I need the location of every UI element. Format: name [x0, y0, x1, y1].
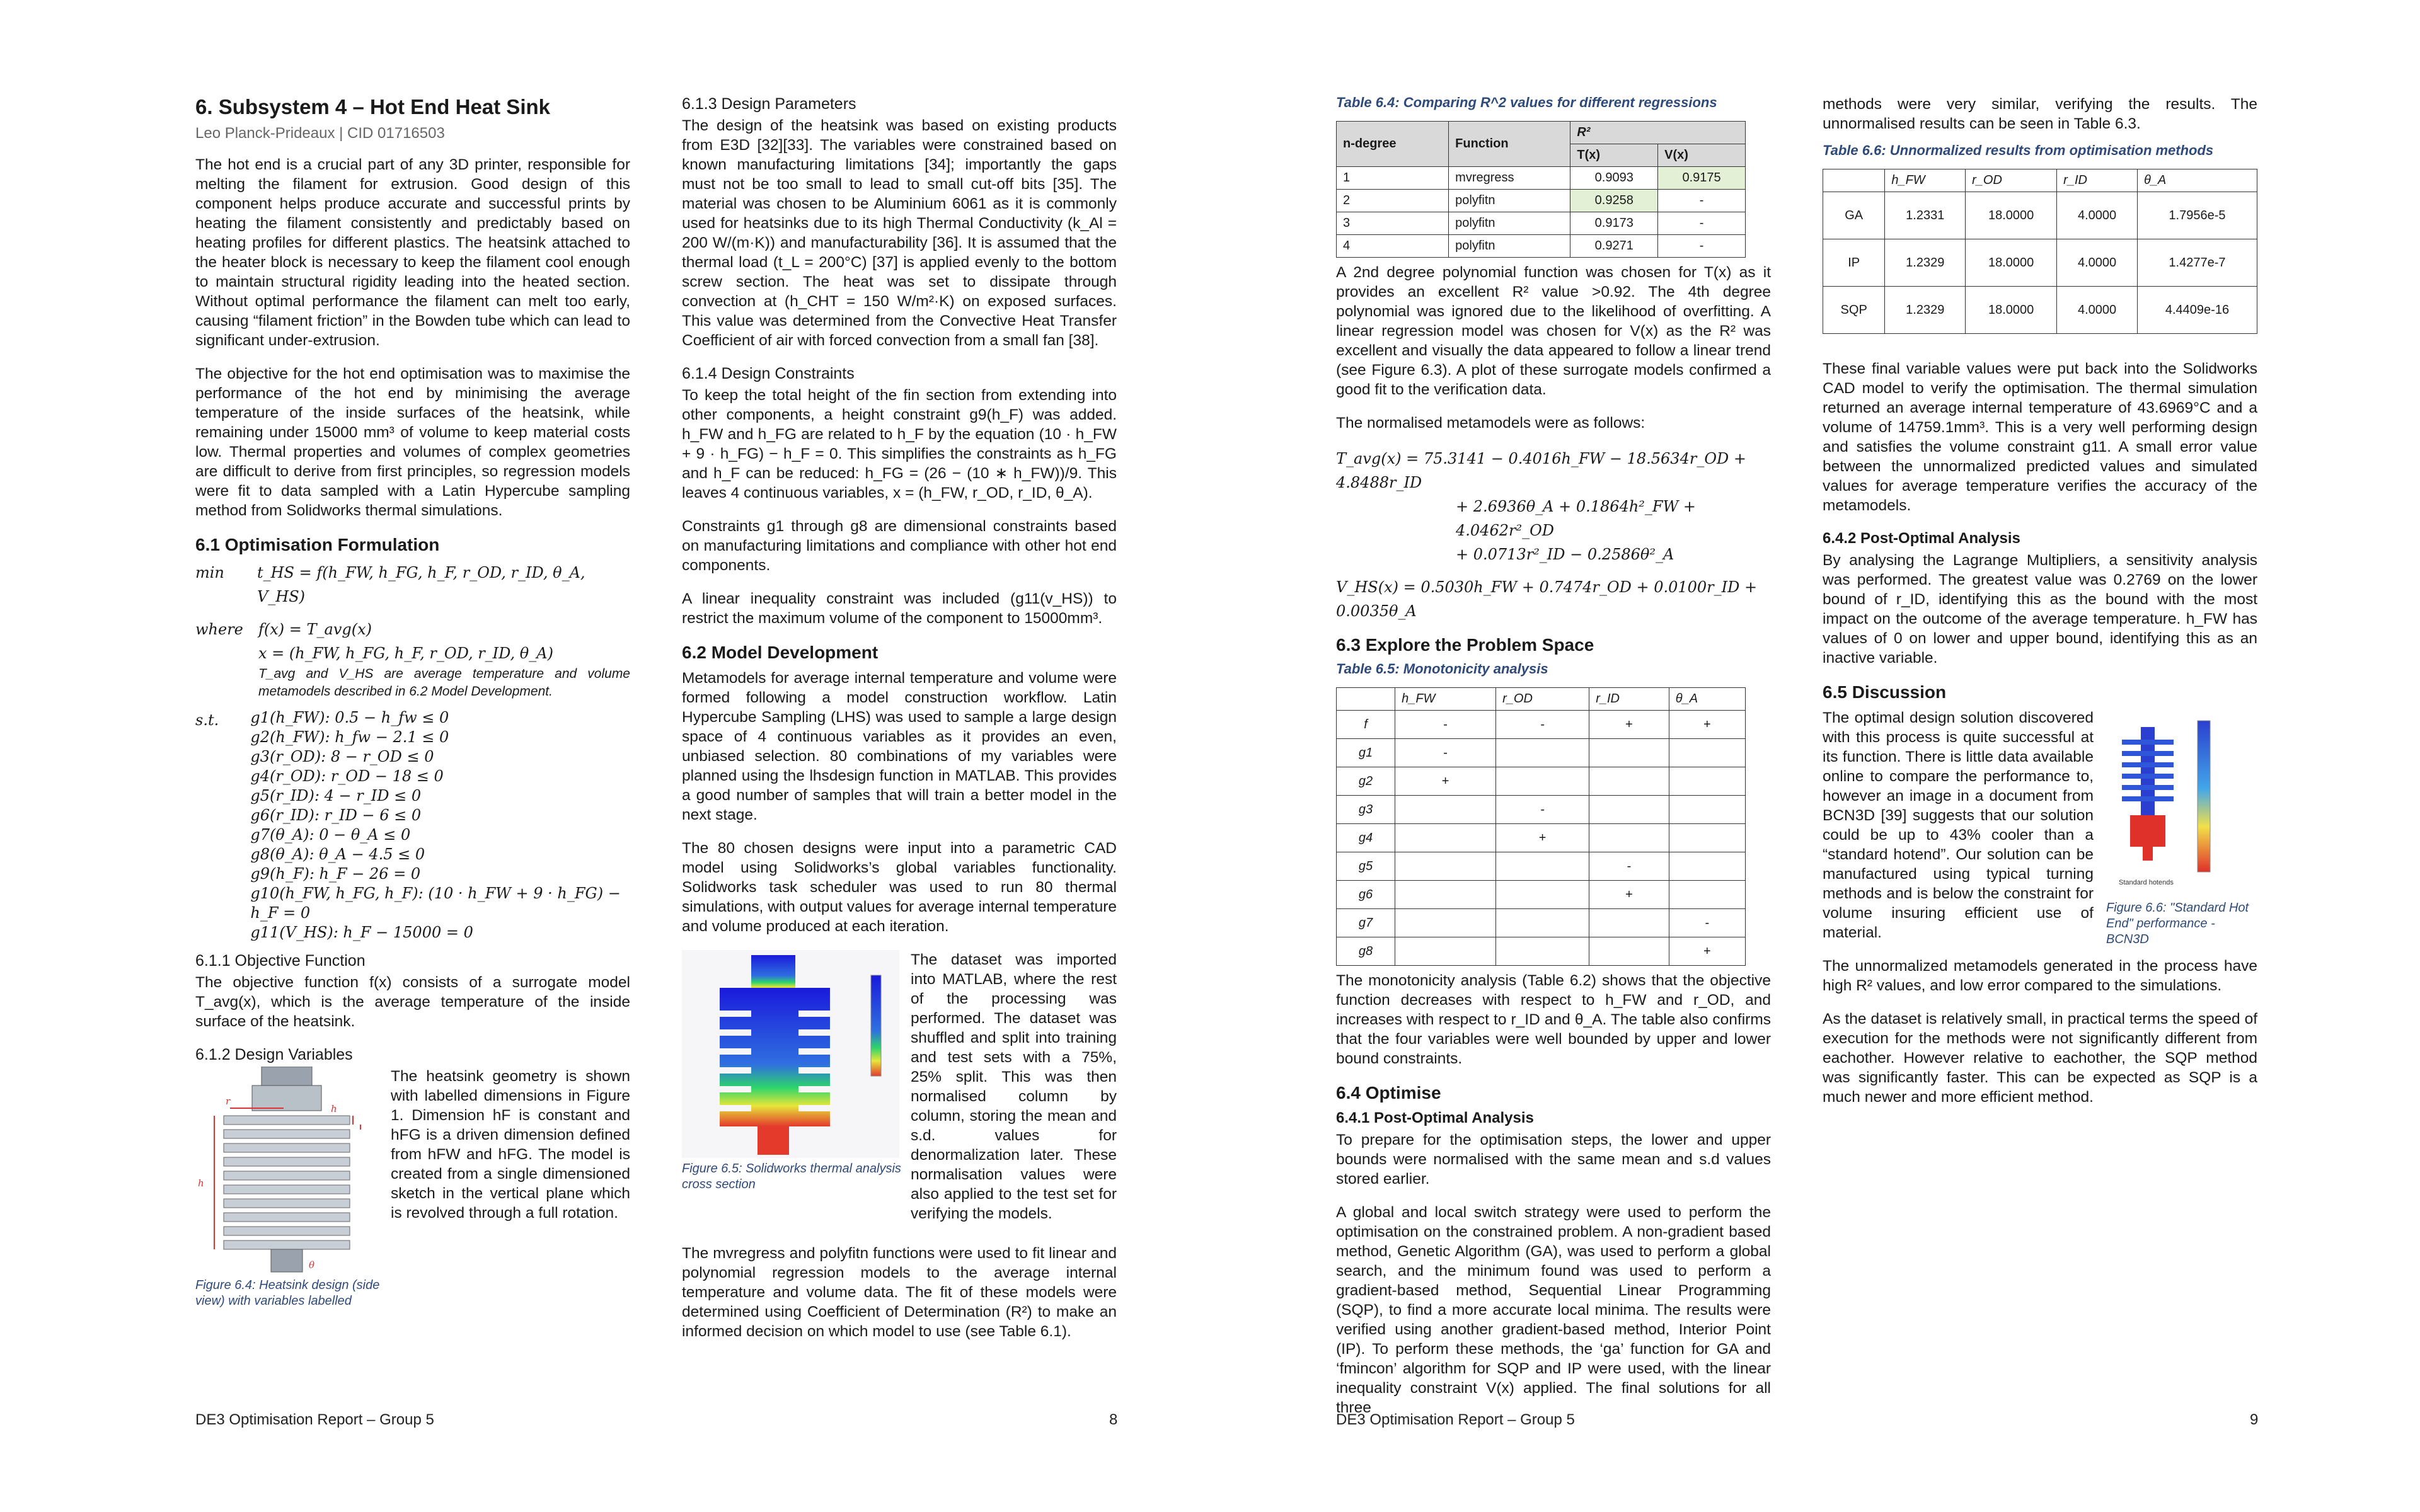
t66-cell: 4.0000: [2057, 239, 2138, 287]
constraint-g1: g1(h_FW): 0.5 − h_fw ≤ 0: [250, 709, 449, 726]
constraint-g6: g6(r_ID): r_ID − 6 ≤ 0: [250, 806, 422, 824]
standard-hotend-diagram: [2106, 708, 2254, 897]
t66-cell: 1.7956e-5: [2137, 192, 2257, 239]
heatsink-side-view-diagram: [195, 1067, 384, 1274]
heading-6-3: 6.3 Explore the Problem Space: [1336, 635, 1594, 655]
t65-cell: [1669, 739, 1745, 767]
t65-cell: [1589, 796, 1669, 824]
t66-row: [1823, 287, 2257, 334]
t65-row: [1337, 852, 1746, 881]
figure-6-4-caption: Figure 6.4: Heatsink design (side view) with variables labelled: [195, 1278, 380, 1308]
t65-cell: [1589, 767, 1669, 796]
section-title: 6. Subsystem 4 – Hot End Heat Sink: [195, 95, 550, 118]
t64-cell: polyfitn: [1449, 190, 1570, 212]
t64-cell: 0.9258: [1570, 190, 1658, 212]
t65-cell: g5: [1337, 852, 1395, 881]
intro-paragraph-1: The hot end is a crucial part of any 3D printer, responsible for melting the filament for extrusion. Good design of this component helps produce accurate and successful prints by heating the filament consistently and predictably based on heating profiles for different plastics. The heatsink attached to the heater block is necessary to keep the filament cool enough to maintain structural rigidity leading into the heated section. Without optimal performance the filament can melt too early, causing “filament friction” in the Bowden tube which can lead to significant under-extrusion.: [195, 156, 630, 349]
t64-row: [1337, 167, 1746, 190]
page-9: [1210, 0, 2420, 1512]
constraint-g4: g4(r_OD): r_OD − 18 ≤ 0: [250, 767, 444, 785]
heading-6-5: 6.5 Discussion: [1823, 682, 1947, 702]
t64-cell: -: [1658, 190, 1746, 212]
label-h-fw: h: [331, 1103, 337, 1114]
t64-row: [1337, 235, 1746, 258]
equation-v: V_HS(x) = 0.5030h_FW + 0.7474r_OD + 0.0100r_ID + 0.0035θ_A: [1336, 578, 1758, 620]
table-6-4-body: [1337, 167, 1746, 258]
table-6-5-header-row: [1337, 688, 1746, 711]
table-6-5-body: [1337, 711, 1746, 966]
t64-cell: 1: [1337, 167, 1449, 190]
t64-cell: 0.9175: [1658, 167, 1746, 190]
t66-cell: 4.0000: [2057, 287, 2138, 334]
t65-cell: [1395, 852, 1496, 881]
t66-cell: 18.0000: [1966, 239, 2057, 287]
equation-t-line-3: + 0.0713r²_ID − 0.2586θ²_A: [1456, 546, 1674, 563]
t65-row: [1337, 937, 1746, 966]
model-dev-paragraph-1: Metamodels for average internal temperature and volume were formed following a model construction workflow. Latin Hypercube Sampling (LHS) was used to sample a large design space of 4 continuous variables as it provides an even, unbiased selection. 80 combinations of my variables were planned using the lhsdesign function in MATLAB. This provides a good number of samples that will train a better model in the next stage.: [682, 670, 1117, 823]
t66-cell: 1.2331: [1885, 192, 1966, 239]
t65-header-cell: r_OD: [1496, 688, 1589, 711]
model-dev-paragraph-3: The dataset was imported into MATLAB, where the rest of the processing was performed. The dataset was shuffled and split into training and test sets with a 75%, 25% split. This was then normalised column by column, storing the mean and s.d. values for denormalization later. These normalisation values were also applied to the test set for verifying the models.: [911, 951, 1117, 1222]
t65-cell: [1395, 824, 1496, 852]
t66-header-cell: r_ID: [2057, 169, 2138, 192]
t64-cell: polyfitn: [1449, 235, 1570, 258]
min-label: min: [195, 564, 224, 581]
page-number-8: 8: [1109, 1411, 1118, 1428]
constraint-g11: g11(V_HS): h_F − 15000 = 0: [250, 924, 473, 941]
heading-6-4-1: 6.4.1 Post-Optimal Analysis: [1336, 1109, 1534, 1126]
monotonicity-paragraph: The monotonicity analysis (Table 6.2) shows that the objective function decreases with respect to h_FW and r_OD, and increases with respect to r_ID and θ_A. The table also confirms that the four variables were well bounded by upper and lower bound constraints.: [1336, 972, 1771, 1067]
t65-cell: -: [1395, 739, 1496, 767]
t64-header-tx: T(x): [1570, 144, 1658, 167]
t65-cell: g2: [1337, 767, 1395, 796]
t65-cell: [1669, 767, 1745, 796]
t66-row: [1823, 239, 2257, 287]
figure-6-5-caption: Figure 6.5: Solidworks thermal analysis cross section: [682, 1162, 901, 1191]
intro-paragraph-2: The objective for the hot end optimisation was to maximise the performance of the hot end by minimising the average temperature of the inside surfaces of the heatsink, while remaining under 15000 mm³ of volume to keep material costs low. Thermal properties and volumes of complex geometries are difficult to derive from first principles, so regression models were fit to data sampled with a Latin Hypercube sampling method from Solidworks thermal simulations.: [195, 365, 630, 519]
t65-cell: -: [1669, 909, 1745, 937]
table-6-6-caption: Table 6.6: Unnormalized results from optimisation methods: [1823, 142, 2214, 158]
constraint-g5: g5(r_ID): 4 − r_ID ≤ 0: [250, 787, 422, 805]
t65-cell: g4: [1337, 824, 1395, 852]
t65-cell: g1: [1337, 739, 1395, 767]
t66-header-cell: r_OD: [1966, 169, 2057, 192]
constraint-g8: g8(θ_A): θ_A − 4.5 ≤ 0: [250, 845, 425, 863]
dataset-block: [682, 950, 1117, 1237]
label-h-f: h: [198, 1177, 204, 1189]
heading-6-1-3: 6.1.3 Design Parameters: [682, 95, 856, 113]
table-6-4: [1336, 121, 1746, 258]
t64-cell: 4: [1337, 235, 1449, 258]
post-optimal-paragraph: By analysing the Lagrange Multipliers, a sensitivity analysis was performed. The greatest value was 0.2769 on the lower bound of r_ID, identifying this as the bound with the most impact on the outcome of the average temperature. h_FW has values of 0 on lower and upper bound, identifying this as an inactive variable.: [1823, 552, 2257, 667]
t64-cell: -: [1658, 212, 1746, 235]
right-column-1: [1336, 94, 1771, 1431]
t64-cell: 2: [1337, 190, 1449, 212]
discussion-paragraph-1: The optimal design solution discovered with this process is quite successful at its function. There is little data available online to compare the performance to, however an image in a document from BCN3D [39] suggests that our solution could be up to 43% cooler than a “standard hotend”. Our solution can be manufactured using typical turning methods and is below the constraint for volume insuring efficient use of material.: [1823, 709, 2094, 941]
t65-cell: [1669, 824, 1745, 852]
constraint-g2: g2(h_FW): h_fw − 2.1 ≤ 0: [250, 728, 449, 746]
t66-cell: 1.4277e-7: [2137, 239, 2257, 287]
t64-header-degree: n-degree: [1337, 122, 1449, 167]
t65-cell: [1589, 937, 1669, 966]
metamodel-note: T_avg and V_HS are average temperature and volume metamodels described in 6.2 Model Development.: [258, 667, 630, 699]
t65-cell: [1395, 937, 1496, 966]
table-6-6-header-row: [1823, 169, 2257, 192]
t65-cell: g6: [1337, 881, 1395, 909]
t66-cell: GA: [1823, 192, 1885, 239]
t64-header-vx: V(x): [1658, 144, 1746, 167]
t66-cell: SQP: [1823, 287, 1885, 334]
t65-cell: [1395, 881, 1496, 909]
t64-cell: mvregress: [1449, 167, 1570, 190]
design-parameters-paragraph: The design of the heatsink was based on existing products from E3D [32][33]. The variables were constrained based on known manufacturing limitations [34]; importantly the gaps must not be too small to lead to small cut-off bits [35]. The material was chosen to be Aluminium 6061 as it is commonly used for heatsinks due to its high Thermal Conductivity (k_Al = 200 W/(m·K)) and manufacturability [36]. It is assumed that the thermal load (t_L = 200°C) [37] is applied evenly to the bottom screw section. The heat was set to dissipate through convection at (h_CHT = 150 W/m²·K) on exposed surfaces. This value was determined from the Convective Heat Transfer Coefficient of air with forced convection from a small fan [38].: [682, 117, 1117, 349]
t65-cell: [1395, 909, 1496, 937]
t65-row: [1337, 909, 1746, 937]
constraint-g3: g3(r_OD): 8 − r_OD ≤ 0: [250, 748, 434, 765]
t66-cell: 1.2329: [1885, 239, 1966, 287]
t65-row: [1337, 739, 1746, 767]
constraint-list: [250, 708, 630, 942]
t66-cell: 18.0000: [1966, 287, 2057, 334]
t65-cell: g8: [1337, 937, 1395, 966]
t65-row: [1337, 711, 1746, 739]
t65-cell: -: [1496, 796, 1589, 824]
constraint-g7: g7(θ_A): 0 − θ_A ≤ 0: [250, 826, 411, 844]
where-expression-2: x = (h_FW, h_FG, h_F, r_OD, r_ID, θ_A): [258, 644, 553, 662]
t65-cell: +: [1589, 711, 1669, 739]
t64-cell: polyfitn: [1449, 212, 1570, 235]
constraint-g9: g9(h_F): h_F − 26 = 0: [250, 865, 421, 883]
heading-6-1-4: 6.1.4 Design Constraints: [682, 365, 855, 382]
where-expression-1: f(x) = T_avg(x): [258, 621, 372, 638]
design-variables-block: [195, 1067, 630, 1309]
discussion-paragraph-2: The unnormalized metamodels generated in the process have high R² values, and low error compared to the simulations.: [1823, 958, 2257, 994]
t65-header-cell: [1337, 688, 1395, 711]
t65-row: [1337, 767, 1746, 796]
label-r-od: r: [226, 1096, 231, 1107]
formulation-block: [195, 561, 630, 942]
t64-cell: 0.9271: [1570, 235, 1658, 258]
constraint-g10: g10(h_FW, h_FG, h_F): (10 · h_FW + 9 · h_FG) − h_F = 0: [250, 885, 621, 922]
t66-row: [1823, 192, 2257, 239]
t66-header-cell: θ_A: [2137, 169, 2257, 192]
thermal-analysis-diagram: [682, 950, 899, 1158]
t65-cell: [1669, 796, 1745, 824]
optimise-paragraph-1: To prepare for the optimisation steps, the lower and upper bounds were normalised with the same mean and s.d values stored earlier.: [1336, 1131, 1771, 1188]
objective-paragraph: The objective function f(x) consists of a surrogate model T_avg(x), which is the average temperature of the inside surface of the heatsink.: [195, 974, 630, 1030]
t65-row: [1337, 824, 1746, 852]
t64-cell: -: [1658, 235, 1746, 258]
min-expression: t_HS = f(h_FW, h_FG, h_F, r_OD, r_ID, θ_A, V_HS): [256, 564, 585, 605]
t65-cell: +: [1669, 937, 1745, 966]
t66-header-cell: h_FW: [1885, 169, 1966, 192]
t65-cell: [1589, 739, 1669, 767]
t65-cell: [1669, 852, 1745, 881]
t66-header-cell: [1823, 169, 1885, 192]
t65-cell: [1496, 739, 1589, 767]
t65-cell: +: [1589, 881, 1669, 909]
heading-6-1-1: 6.1.1 Objective Function: [195, 952, 366, 970]
footer-right: DE3 Optimisation Report – Group 5: [1336, 1411, 1575, 1428]
t65-cell: [1589, 824, 1669, 852]
table-6-5: [1336, 687, 1746, 966]
model-dev-paragraph-2: The 80 chosen designs were input into a parametric CAD model using Solidworks’s global variables functionality. Solidworks task scheduler was used to run 80 thermal simulations, with output values for average internal temperature and volume produced at each iteration.: [682, 840, 1117, 935]
t65-cell: [1496, 767, 1589, 796]
table-6-5-caption: Table 6.5: Monotonicity analysis: [1336, 661, 1548, 677]
t65-cell: [1589, 909, 1669, 937]
t66-cell: 4.0000: [2057, 192, 2138, 239]
t65-cell: g3: [1337, 796, 1395, 824]
t65-cell: [1496, 881, 1589, 909]
t65-cell: +: [1669, 711, 1745, 739]
figure-6-6: [2106, 708, 2254, 956]
author-line: Leo Planck-Prideaux | CID 01716503: [195, 125, 445, 142]
page-number-9: 9: [2250, 1411, 2259, 1428]
st-label: s.t.: [195, 711, 219, 729]
t65-cell: [1496, 852, 1589, 881]
equation-t-line-2: + 2.6936θ_A + 0.1864h²_FW + 4.0462r²_OD: [1456, 498, 1696, 539]
heading-6-2: 6.2 Model Development: [682, 643, 879, 662]
t64-cell: 0.9093: [1570, 167, 1658, 190]
t66-cell: 4.4409e-16: [2137, 287, 2257, 334]
design-variables-paragraph: The heatsink geometry is shown with labelled dimensions in Figure 1. Dimension hF is constant and hFG is a driven dimension defined from hFW and hFG. The model is created from a single dimensioned sketch in the vertical plane which is revolved through a full rotation.: [391, 1068, 630, 1222]
table-6-4-caption: Table 6.4: Comparing R^2 values for different regressions: [1336, 94, 1717, 110]
where-label: where: [195, 621, 243, 638]
equation-t-line-1: T_avg(x) = 75.3141 − 0.4016h_FW − 18.5634r_OD + 4.8488r_ID: [1336, 450, 1746, 491]
t65-row: [1337, 796, 1746, 824]
t65-row: [1337, 881, 1746, 909]
figure-6-5: [682, 950, 906, 1237]
t65-cell: +: [1395, 767, 1496, 796]
label-theta-a: θ: [309, 1259, 315, 1271]
heading-6-4: 6.4 Optimise: [1336, 1083, 1441, 1102]
table-6-6-body: [1823, 192, 2257, 334]
t65-cell: [1395, 796, 1496, 824]
t65-cell: f: [1337, 711, 1395, 739]
table-6-6: [1823, 169, 2257, 334]
t65-cell: -: [1589, 852, 1669, 881]
left-column-2: [682, 94, 1117, 1355]
t65-cell: [1669, 881, 1745, 909]
right-column-2: [1823, 94, 2257, 1121]
footer-left: DE3 Optimisation Report – Group 5: [195, 1411, 434, 1428]
heading-6-4-2: 6.4.2 Post-Optimal Analysis: [1823, 530, 2020, 547]
regression-paragraph: A 2nd degree polynomial function was chosen for T(x) as it provides an excellent R² value >0.92. The 4th degree polynomial was ignored due to the likelihood of overfitting. A linear regression model was chosen for V(x) as the R² was excellent and visually the data appeared to follow a linear trend (see Figure 6.3). A plot of these surrogate models confirmed a good fit to the verification data.: [1336, 264, 1771, 398]
normalised-intro: The normalised metamodels were as follows:: [1336, 415, 1645, 432]
t65-cell: -: [1496, 711, 1589, 739]
discussion-block: [1823, 708, 2257, 956]
t65-cell: g7: [1337, 909, 1395, 937]
standard-hotends-label: Standard hotends: [2119, 879, 2174, 886]
t64-header-function: Function: [1449, 122, 1570, 167]
heading-6-1: 6.1 Optimisation Formulation: [195, 535, 440, 554]
t64-cell: 3: [1337, 212, 1449, 235]
t64-header-r2: R²: [1570, 122, 1746, 144]
t65-header-cell: θ_A: [1669, 688, 1745, 711]
t65-cell: [1496, 937, 1589, 966]
discussion-paragraph-3: As the dataset is relatively small, in practical terms the speed of execution for the methods were not significantly different from eachother. However relative to eachother, the SQP method was significantly faster. This can be expected as SQP is a much newer and more efficient method.: [1823, 1011, 2257, 1106]
t65-header-cell: h_FW: [1395, 688, 1496, 711]
t66-cell: IP: [1823, 239, 1885, 287]
left-column-1: [195, 94, 630, 1309]
optimise-paragraph-2: A global and local switch strategy were used to perform the optimisation on the constrained problem. A non-gradient based method, Genetic Algorithm (GA), was used to perform a global search, and the minimum found was used to perform a gradient-based method, Sequential Linear Programming (SQP), to find a more accurate local minima. The results were verified using another gradient-based method, Interior Point (IP). To perform these methods, the ‘ga’ function for GA and ‘fmincon’ algorithm for SQP and IP were used, with the linear inequality constraint V(x) applied. The final solutions for all three: [1336, 1204, 1771, 1416]
metamodel-equations: [1336, 447, 1771, 623]
t65-cell: [1496, 909, 1589, 937]
t66-cell: 1.2329: [1885, 287, 1966, 334]
design-constraints-paragraph-3: A linear inequality constraint was included (g11(v_HS)) to restrict the maximum volume of the component to 15000mm³.: [682, 590, 1117, 627]
optimise-paragraph-3: methods were very similar, verifying the results. The unnormalised results can be seen in Table 6.3.: [1823, 96, 2257, 132]
model-dev-paragraph-4: The mvregress and polyfitn functions were used to fit linear and polynomial regression models to the average internal temperature and volume data. The fit of these models were determined using Coefficient of Determination (R²) to make an informed decision on which model to use (see Table 6.1).: [682, 1245, 1117, 1340]
heading-6-1-2: 6.1.2 Design Variables: [195, 1046, 353, 1063]
design-constraints-paragraph-2: Constraints g1 through g8 are dimensional constraints based on manufacturing limitations and compliance with other hot end components.: [682, 518, 1117, 574]
t66-cell: 18.0000: [1966, 192, 2057, 239]
t65-header-cell: r_ID: [1589, 688, 1669, 711]
final-values-paragraph: These final variable values were put back into the Solidworks CAD model to verify the optimisation. The thermal simulation returned an average internal temperature of 43.6969°C and a volume of 14759.1mm³. This is a very well performing design and satisfies the volume constraint g11. A small error value between the unnormalized predicted values and simulated values for average temperature verifies the accuracy of the metamodels.: [1823, 360, 2257, 514]
t64-row: [1337, 212, 1746, 235]
t64-row: [1337, 190, 1746, 212]
t65-cell: +: [1496, 824, 1589, 852]
figure-6-6-caption: Figure 6.6: "Standard Hot End" performance - BCN3D: [2106, 901, 2249, 946]
t64-cell: 0.9173: [1570, 212, 1658, 235]
design-constraints-paragraph-1: To keep the total height of the fin section from extending into other components, a height constraint g9(h_F) was added. h_FW and h_FG are related to h_F by the equation (10 · h_FW + 9 · h_FG) − h_F = 0. This simplifies the constraints as h_FG and h_F can be reduced: h_FG = (26 − (10 ∗ h_FW))/9. This leaves 4 continuous variables, x = (h_FW, r_OD, r_ID, θ_A).: [682, 387, 1117, 501]
figure-6-4: [195, 1067, 384, 1309]
t65-cell: -: [1395, 711, 1496, 739]
